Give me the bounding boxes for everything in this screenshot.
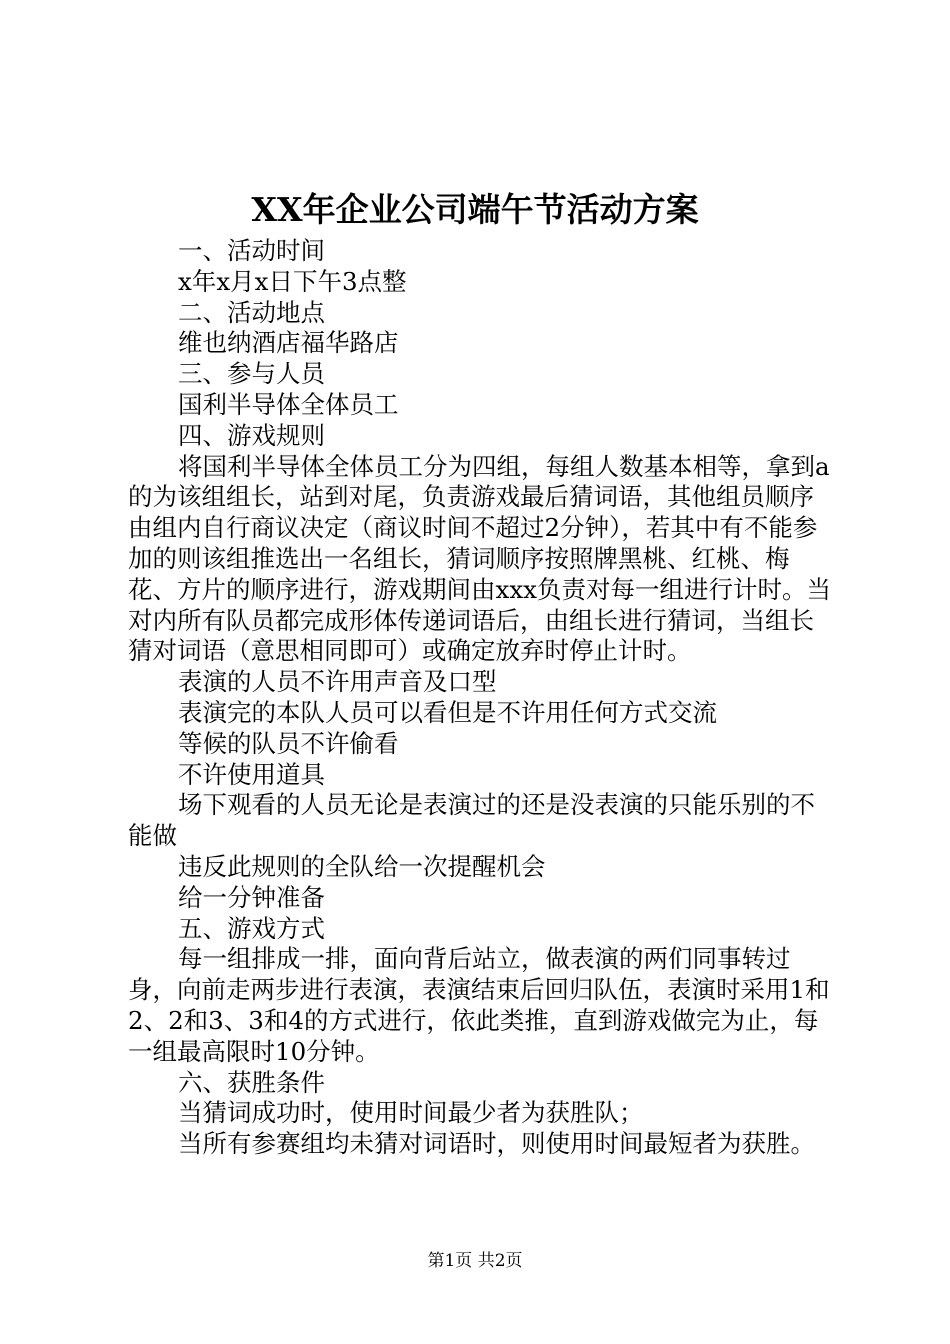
- paragraph: 场下观看的人员无论是表演过的还是没表演的只能乐别的不能做: [128, 790, 815, 851]
- section-heading-time: 一、活动时间: [178, 236, 325, 265]
- paragraph: 表演的人员不许用声音及口型: [178, 667, 497, 697]
- paragraph: 每一组排成一排，面向背后站立，做表演的两们同事转过身，向前走两步进行表演，表演结束后回归队伍，表演时采用1和2、2和3、3和4的方式进行，依此类推，直到游戏做完为止，每一组最高限时10分钟。: [128, 944, 830, 1066]
- document-body: [128, 236, 838, 1160]
- page-footer: 第1页 共2页: [427, 1251, 523, 1271]
- section-heading-location: 二、活动地点: [178, 297, 325, 327]
- paragraph: x年x月x日下午3点整: [178, 266, 407, 296]
- paragraph: 当猜词成功时，使用时间最少者为获胜队；: [178, 1098, 644, 1128]
- paragraph: 当所有参赛组均未猜对词语时，则使用时间最短者为获胜。: [178, 1129, 815, 1159]
- document-title: XX年企业公司端午节活动方案: [251, 190, 699, 229]
- paragraph: 维也纳酒店福华路店: [178, 328, 399, 358]
- section-heading-method: 五、游戏方式: [178, 913, 325, 943]
- paragraph: 不许使用道具: [178, 759, 325, 789]
- section-heading-participants: 三、参与人员: [178, 359, 325, 389]
- paragraph: 违反此规则的全队给一次提醒机会: [178, 851, 546, 881]
- paragraph: 将国利半导体全体员工分为四组，每组人数基本相等，拿到a的为该组组长，站到对尾，负责游戏最后猜词语，其他组员顺序由组内自行商议决定（商议时间不超过2分钟），若其中有不能参加的则该组推选出一名组长，猜词顺序按照牌黑桃、红桃、梅花、方片的顺序进行，游戏期间由xxx负责对每一组进行计时。当对内所有队员都完成形体传递词语后，由组长进行猜词，当组长猜对词语（意思相同即可）或确定放弃时停止计时。: [128, 451, 831, 666]
- paragraph: 给一分钟准备: [178, 882, 325, 912]
- paragraph: 等候的队员不许偷看: [178, 728, 399, 758]
- section-heading-rules: 四、游戏规则: [178, 420, 325, 450]
- section-heading-win-conditions: 六、获胜条件: [178, 1067, 325, 1097]
- paragraph: 国利半导体全体员工: [178, 389, 399, 419]
- paragraph: 表演完的本队人员可以看但是不许用任何方式交流: [178, 697, 717, 727]
